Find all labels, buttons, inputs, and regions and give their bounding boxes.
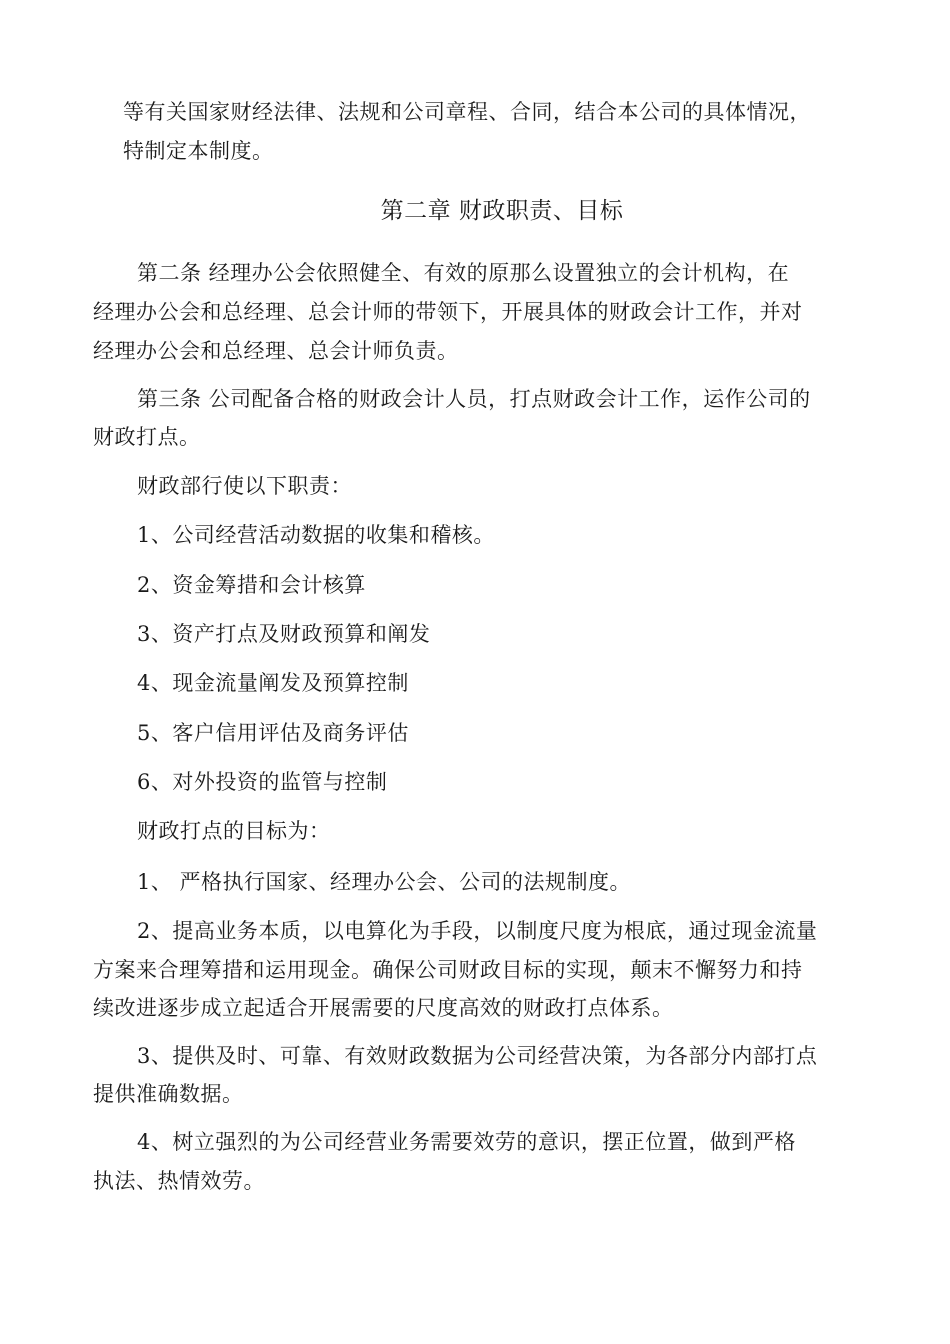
goal-item-2-line-3: 续改进逐步成立起适合开展需要的尺度高效的财政打点体系。: [93, 996, 674, 1020]
chapter-heading: 第二章 财政职责、目标: [380, 198, 624, 224]
duty-item-5: 5、客户信用评估及商务评估: [137, 721, 409, 745]
intro-line-1: 等有关国家财经法律、法规和公司章程、合同，结合本公司的具体情况，: [123, 100, 811, 124]
article-2-line-2: 经理办公会和总经理、总会计师的带领下，开展具体的财政会计工作，并对: [93, 300, 803, 324]
goal-item-2-line-2: 方案来合理筹措和运用现金。确保公司财政目标的实现，颠末不懈努力和持: [93, 958, 803, 982]
goal-item-4-line-1: 4、树立强烈的为公司经营业务需要效劳的意识，摆正位置，做到严格: [137, 1130, 796, 1154]
duty-item-3: 3、资产打点及财政预算和阐发: [137, 622, 431, 646]
goal-item-2-line-1: 2、提高业务本质，以电算化为手段，以制度尺度为根底，通过现金流量: [137, 919, 818, 943]
duties-intro: 财政部行使以下职责：: [137, 474, 352, 498]
goal-item-4-line-2: 执法、热情效劳。: [93, 1169, 265, 1193]
intro-line-2: 特制定本制度。: [123, 139, 274, 163]
article-3-line-2: 财政打点。: [93, 425, 201, 449]
duty-item-2: 2、资金筹措和会计核算: [137, 573, 366, 597]
duty-item-4: 4、现金流量阐发及预算控制: [137, 671, 409, 695]
goals-intro: 财政打点的目标为：: [137, 819, 331, 843]
article-2-line-3: 经理办公会和总经理、总会计师负责。: [93, 339, 459, 363]
goal-item-3-line-1: 3、提供及时、可靠、有效财政数据为公司经营决策，为各部分内部打点: [137, 1044, 818, 1068]
duty-item-6: 6、对外投资的监管与控制: [137, 770, 388, 794]
goal-item-3-line-2: 提供准确数据。: [93, 1082, 244, 1106]
goal-item-1: 1、 严格执行国家、经理办公会、公司的法规制度。: [137, 870, 632, 894]
duty-item-1: 1、公司经营活动数据的收集和稽核。: [137, 523, 495, 547]
article-3-line-1: 第三条 公司配备合格的财政会计人员，打点财政会计工作，运作公司的: [137, 387, 811, 411]
article-2-line-1: 第二条 经理办公会依照健全、有效的原那么设置独立的会计机构，在: [137, 261, 790, 285]
